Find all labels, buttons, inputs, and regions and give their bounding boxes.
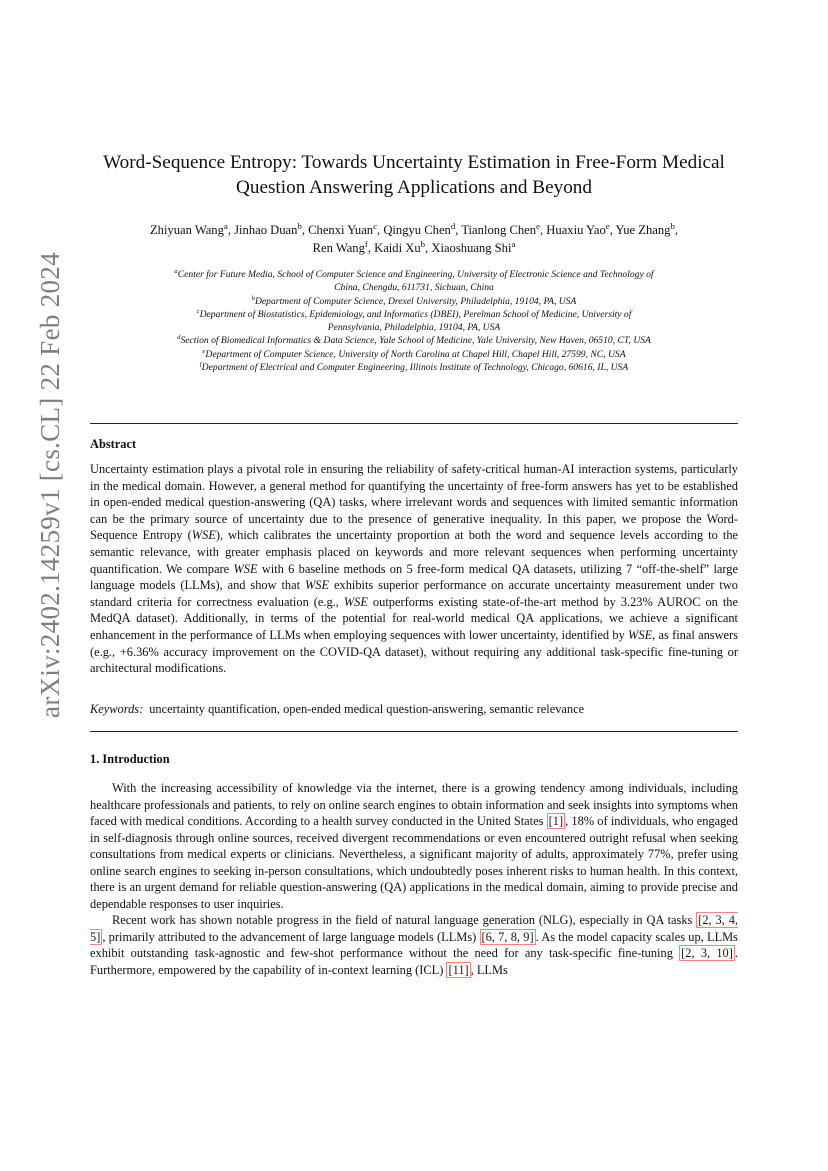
author-list [90, 221, 738, 257]
author-name: Yue Zhang [615, 223, 671, 237]
abstract-text: Uncertainty estimation plays a pivotal role in ensuring the reliability of safety-critical human-AI interaction systems, particularly in the medical domain. However, a general method for quantifying the uncertainty of free-form answers has yet to be established in open-ended medical question-answering (QA) tasks, where irrelevant words and sequences with limited semantic information can be the primary source of uncertainty due to the presence of generative inequality. In this paper, we propose the Word-Sequence Entropy (WSE), which calibrates the uncertainty proportion at both the word and sequence levels according to the semantic relevance, with greater emphasis placed on keywords and more relevant sequences when performing uncertainty quantification. We compare WSE with 6 baseline methods on 5 free-form medical QA datasets, utilizing 7 “off-the-shelf” large language models (LLMs), and show that WSE exhibits superior performance on accurate uncertainty measurement under two standard criteria for correctness evaluation (e.g., WSE outperforms existing state-of-the-art method by 3.23% AUROC on the MedQA dataset). Additionally, in terms of the potential for real-world medical QA applications, we achieve a significant enhancement in the performance of LLMs when employing sequences with lower uncertainty, identified by WSE, as final answers (e.g., +6.36% accuracy improvement on the COVID-QA dataset), without requiring any additional task-specific fine-tuning or architectural modifications. [90, 462, 739, 676]
author-name: Xiaoshuang Shi [431, 241, 512, 255]
author-name: Tianlong Chen [461, 223, 537, 237]
author-affiliation-mark: d [450, 220, 456, 231]
affiliation: $^d$Section of Biomedical Informatics & Data Science, Yale School of Medicine, Yale University, New Haven, 06510, CT, USA [177, 334, 651, 347]
affiliation-list [90, 268, 738, 374]
author-affiliation-mark: e [536, 220, 540, 231]
citation-link[interactable]: [2, 3, 10] [681, 946, 733, 960]
citation-link[interactable]: [11] [448, 962, 469, 977]
affiliation: $^b$Department of Computer Science, Drexel University, Philadelphia, 19104, PA, USA [251, 294, 577, 307]
introduction-text [90, 780, 738, 978]
affiliation: $^e$Department of Computer Science, University of North Carolina at Chapel Hill, Chapel Hill, 27599, NC, USA [202, 347, 626, 360]
affiliation: $^c$Department of Biostatistics, Epidemiology, and Informatics (DBEI), Perelman School of Medicine, University of [196, 307, 632, 320]
arxiv-stamp: arXiv:2402.14259v1 [cs.CL] 22 Feb 2024 [35, 252, 65, 718]
author-name: Kaidi Xu [374, 241, 421, 255]
paragraph: Recent work has shown notable progress in the field of natural language generation (NLG), especially in QA tasks [2, 3, 4, 5] , primarily attributed to the advancement of large language models (LLMs) [6, 7, 8, 9] . As the model capacity scales up, LLMs exhibit outstanding task-agnostic and few-shot performance without the need for any task-specific fine-tuning [2, 3, 10] . Furthermore, empowered by the capability of in-context learning (ICL) [11] , LLMs [90, 913, 738, 977]
affiliation: $^a$Center for Future Media, School of Computer Science and Engineering, University of Electronic Science and Technology of [174, 267, 654, 280]
keywords [90, 701, 738, 717]
paragraph: With the increasing accessibility of knowledge via the internet, there is a growing tendency among individuals, including healthcare professionals and patients, to rely on online search engines to obtain information and seek insights into symptoms when faced with medical conditions. According to a health survey conducted in the United States [1] , 18% of individuals, who engaged in self-diagnosis through online sources, received divergent recommendations or even encountered outright refusal when seeking consultations from medical experts or clinicians. Nevertheless, a significant majority of adults, approximately 77%, prefer using online search engines to seeking in-person consultations, which undoubtedly poses inherent risks to human health. In this context, there is an urgent demand for reliable question-answering (QA) applications in the medical domain, aiming to provide precise and dependable responses to user inquiries. [90, 781, 738, 911]
affiliation: Pennsylvania, Philadelphia, 19104, PA, USA [327, 322, 501, 334]
divider [90, 423, 738, 424]
author-name: Ren Wang [312, 241, 365, 255]
keywords-label: Keywords: [90, 702, 144, 716]
divider [90, 731, 738, 732]
author-name: Zhiyuan Wang [149, 223, 224, 237]
author-name: Huaxiu Yao [546, 223, 606, 237]
paper-title: Word-Sequence Entropy: Towards Uncertainty Estimation in Free-Form Medical Question Answering Applications and Beyond [103, 152, 725, 198]
author-name: Qingyu Chen [383, 223, 451, 237]
citation-link[interactable]: [6, 7, 8, 9] [481, 929, 534, 944]
author-affiliation-mark: b [420, 238, 426, 249]
section-heading: 1. Introduction [90, 752, 170, 766]
affiliation: $^f$Department of Electrical and Computer Engineering, Illinois Institute of Technology, Chicago, 60616, IL, USA [199, 360, 629, 374]
affiliation: China, Chengdu, 611731, Sichuan, China [334, 282, 494, 294]
abstract-heading: Abstract [90, 437, 137, 451]
author-affiliation-mark: b [670, 220, 675, 231]
author-affiliation-mark: e [605, 220, 610, 231]
author-affiliation-mark: c [373, 220, 378, 231]
author-affiliation-mark: a [511, 238, 516, 249]
keywords-text: uncertainty quantification, open-ended medical question-answering, semantic relevance [149, 702, 585, 716]
author-affiliation-mark: f [364, 238, 368, 249]
citation-link[interactable]: [1] [548, 814, 564, 828]
author-name: Jinhao Duan [234, 223, 298, 237]
citation-link[interactable]: [2, 3, 4, 5] [90, 913, 738, 944]
author-affiliation-mark: b [297, 220, 302, 231]
author-line: Zhiyuan Wang$^a$, Jinhao Duan$^b$, Chenxi Yuan$^c$, Qingyu Chen$^d$, Tianlong Chen$^e$, Huaxiu Yao$^e$, Yue Zhang$^b$, [149, 220, 679, 237]
author-line: Ren Wang$^f$, Kaidi Xu$^b$, Xiaoshuang Shi$^a$ [312, 238, 516, 255]
author-name: Chenxi Yuan [308, 223, 374, 237]
author-affiliation-mark: a [223, 220, 228, 231]
